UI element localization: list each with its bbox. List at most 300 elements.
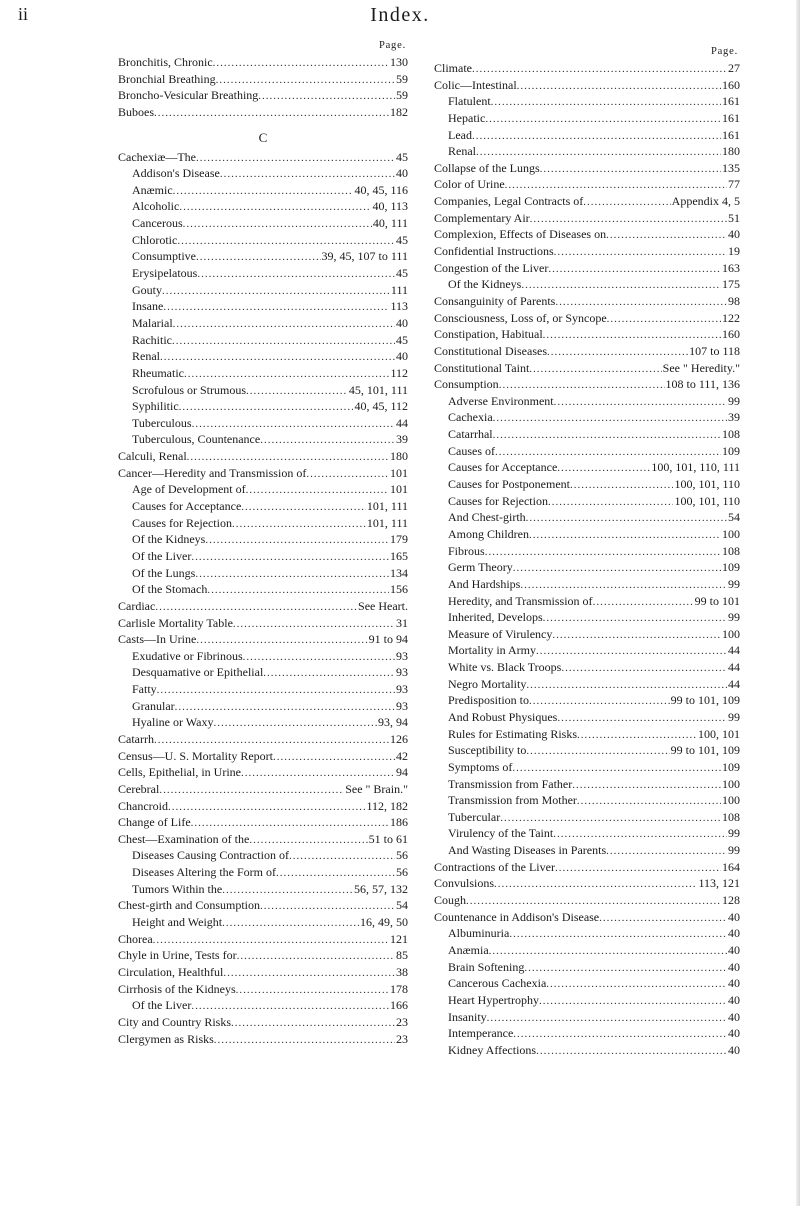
dot-leader — [485, 544, 721, 560]
dot-leader — [487, 1010, 727, 1026]
entry-term: City and Country Risks — [118, 1014, 232, 1029]
dot-leader — [606, 227, 727, 243]
entry-term: Tuberculous — [132, 415, 192, 430]
index-subentry — [434, 576, 740, 593]
dot-leader — [179, 199, 371, 215]
entry-term: Constitutional Diseases — [434, 343, 547, 358]
entry-pages: 107 to 118 — [689, 343, 740, 358]
index-subentry — [118, 365, 408, 382]
dot-leader — [476, 144, 721, 160]
entry-term: Tubercular — [448, 809, 501, 824]
index-subentry — [434, 692, 740, 709]
entry-term: Intemperance — [448, 1026, 514, 1041]
entry-pages: 38 — [396, 964, 408, 979]
index-entry — [118, 71, 408, 88]
index-subentry — [434, 1025, 740, 1042]
index-entry — [118, 731, 408, 748]
dot-leader — [237, 948, 395, 964]
index-entry — [118, 465, 408, 482]
dot-leader — [536, 1043, 727, 1059]
entry-term: Fatty — [132, 682, 157, 697]
dot-leader — [162, 283, 390, 299]
dot-leader — [505, 177, 727, 193]
entry-term: Carlisle Mortality Table — [118, 615, 233, 630]
entry-term: Chlorotic — [132, 232, 178, 247]
entry-term: Cachexia — [448, 410, 493, 425]
entry-pages: 161 — [722, 110, 740, 125]
dot-leader — [187, 449, 389, 465]
dot-leader — [179, 399, 354, 415]
dot-leader — [513, 560, 721, 576]
entry-term: Cachexiæ—The — [118, 149, 196, 164]
dot-leader — [547, 344, 688, 360]
entry-pages: 164 — [722, 859, 740, 874]
index-subentry — [434, 526, 740, 543]
dot-leader — [173, 316, 395, 332]
entry-pages: 39 — [396, 432, 408, 447]
dot-leader — [177, 233, 395, 249]
entry-term: And Chest-girth — [448, 510, 526, 525]
index-entry — [118, 87, 408, 104]
entry-term: Height and Weight — [132, 915, 223, 930]
entry-pages: 165 — [390, 548, 408, 563]
index-entry — [434, 160, 740, 177]
dot-leader — [554, 394, 727, 410]
entry-term: Chorea — [118, 931, 153, 946]
entry-term: Anæmia — [448, 942, 489, 957]
entry-pages: 160 — [722, 77, 740, 92]
page-title: Index. — [370, 4, 430, 26]
entry-pages: 93 — [396, 665, 408, 680]
entry-term: Consumption — [434, 377, 499, 392]
entry-term: Bronchitis, Chronic — [118, 55, 213, 69]
entry-pages: 40 — [396, 349, 408, 364]
entry-pages: 54 — [728, 510, 740, 525]
dot-leader — [195, 566, 389, 582]
entry-term: Causes for Rejection — [448, 493, 548, 508]
dot-leader — [216, 72, 395, 88]
index-entry — [434, 193, 740, 210]
entry-pages: 101, 111 — [366, 499, 408, 514]
index-entry — [434, 293, 740, 310]
index-entry — [434, 210, 740, 227]
index-entry — [118, 764, 408, 781]
index-entry — [118, 598, 408, 615]
dot-leader — [555, 294, 727, 310]
dot-leader — [258, 88, 395, 104]
entry-term: Hepatic — [448, 110, 486, 125]
index-subentry — [118, 481, 408, 498]
index-entry — [118, 947, 408, 964]
dot-leader — [197, 266, 395, 282]
index-subentry — [434, 609, 740, 626]
entry-term: White vs. Black Troops — [448, 660, 562, 675]
entry-term: Fibrous — [448, 543, 485, 558]
entry-term: Tumors Within the — [132, 881, 223, 896]
dot-leader — [495, 444, 721, 460]
entry-pages: 99 — [728, 576, 740, 591]
index-subentry — [434, 975, 740, 992]
entry-pages: 122 — [722, 310, 740, 325]
dot-leader — [570, 477, 673, 493]
entry-term: Cirrhosis of the Kidneys — [118, 981, 236, 996]
page-column-heading: Page. — [710, 46, 738, 57]
index-entry — [434, 360, 740, 377]
entry-term: Buboes — [118, 104, 154, 119]
entry-pages: 39 — [728, 410, 740, 425]
index-subentry — [434, 593, 740, 610]
entry-pages: 94 — [396, 765, 408, 780]
dot-leader — [214, 1032, 395, 1048]
index-subentry — [118, 348, 408, 365]
entry-pages: 23 — [396, 1014, 408, 1029]
entry-term: Transmission from Mother — [448, 793, 577, 808]
dot-leader — [159, 782, 344, 798]
index-subentry — [434, 543, 740, 560]
dot-leader — [153, 932, 389, 948]
entry-pages: 180 — [722, 144, 740, 159]
entry-term: Casts—In Urine — [118, 632, 197, 647]
entry-pages: 45, 101, 111 — [348, 382, 408, 397]
entry-pages: 45 — [396, 232, 408, 247]
entry-pages: 56 — [396, 848, 408, 863]
dot-leader — [494, 876, 697, 892]
entry-term: Rheumatic — [132, 365, 184, 380]
entry-term: Cancerous Cachexia — [448, 976, 547, 991]
entry-term: Of the Stomach — [132, 582, 208, 597]
index-subentry — [118, 864, 408, 881]
dot-leader — [260, 432, 395, 448]
dot-leader — [577, 793, 721, 809]
entry-pages: 156 — [390, 582, 408, 597]
index-entry — [118, 897, 408, 914]
entry-pages: 23 — [396, 1031, 408, 1046]
entry-term: Causes for Acceptance — [132, 499, 242, 514]
index-subentry — [434, 659, 740, 676]
dot-leader — [548, 494, 673, 510]
entry-term: Rules for Estimating Risks — [448, 726, 577, 741]
index-subentry — [118, 881, 408, 898]
entry-term: Census—U. S. Mortality Report — [118, 748, 273, 763]
index-subentry — [434, 443, 740, 460]
entry-pages: 99 to 101, 109 — [670, 743, 740, 758]
entry-term: Erysipelatous — [132, 266, 198, 281]
index-entry — [434, 176, 740, 193]
entry-pages: 40 — [728, 976, 740, 991]
entry-term: Adverse Environment — [448, 393, 554, 408]
index-entry — [434, 310, 740, 327]
entry-pages: See " Brain." — [345, 781, 408, 796]
dot-leader — [557, 710, 727, 726]
entry-pages: 161 — [722, 94, 740, 109]
index-entry — [118, 448, 408, 465]
entry-pages: 126 — [390, 731, 408, 746]
dot-leader — [241, 765, 395, 781]
dot-leader — [231, 1015, 395, 1031]
entry-pages: 59 — [396, 71, 408, 86]
entry-pages: Appendix 4, 5 — [671, 194, 740, 209]
dot-leader — [157, 682, 395, 698]
entry-pages: 99 — [728, 610, 740, 625]
entry-term: Cerebral — [118, 781, 160, 796]
index-entry — [434, 243, 740, 260]
entry-term: Rachitic — [132, 332, 172, 347]
index-subentry — [118, 282, 408, 299]
entry-pages: 44 — [396, 415, 408, 430]
entry-pages: 91 to 94 — [368, 632, 408, 647]
entry-term: Of the Lungs — [132, 565, 196, 580]
index-entry — [434, 859, 740, 876]
entry-pages: 31 — [396, 615, 408, 630]
entry-pages: 108 — [722, 809, 740, 824]
dot-leader — [517, 78, 721, 94]
entry-pages: 109 — [722, 759, 740, 774]
entry-term: Insane — [132, 299, 164, 314]
dot-leader — [233, 616, 395, 632]
entry-term: Inherited, Develops — [448, 610, 543, 625]
index-entry — [118, 1031, 408, 1048]
entry-pages: 40 — [728, 942, 740, 957]
entry-term: Virulency of the Taint — [448, 826, 554, 841]
entry-pages: 111 — [390, 282, 408, 297]
entry-pages: 99 to 101, 109 — [670, 693, 740, 708]
entry-pages: 163 — [722, 260, 740, 275]
entry-term: Kidney Affections — [448, 1042, 537, 1057]
dot-leader — [260, 898, 395, 914]
dot-leader — [306, 466, 389, 482]
dot-leader — [561, 660, 727, 676]
entry-pages: 40 — [728, 992, 740, 1007]
entry-pages: 134 — [390, 565, 408, 580]
index-subentry — [434, 409, 740, 426]
section-letter: C — [258, 129, 268, 145]
dot-leader — [191, 549, 389, 565]
entry-term: Climate — [434, 61, 472, 75]
entry-pages: 85 — [396, 948, 408, 963]
index-subentry — [118, 681, 408, 698]
dot-leader — [554, 244, 727, 260]
entry-term: Constipation, Habitual — [434, 327, 543, 342]
entry-term: Measure of Virulency — [448, 626, 553, 641]
entry-term: Consanguinity of Parents — [434, 293, 556, 308]
dot-leader — [246, 383, 348, 399]
index-subentry — [434, 742, 740, 759]
index-subentry — [118, 914, 408, 931]
entry-pages: 186 — [390, 815, 408, 830]
entry-term: Insanity — [448, 1009, 487, 1024]
entry-pages: 113, 121 — [698, 876, 740, 891]
entry-pages: 100, 101 — [698, 726, 740, 741]
dot-leader — [543, 327, 721, 343]
entry-term: Color of Urine — [434, 177, 505, 192]
dot-leader — [175, 699, 395, 715]
entry-pages: 45 — [396, 332, 408, 347]
entry-term: Flatulent — [448, 94, 491, 109]
entry-pages: See " Heredity." — [662, 360, 740, 375]
entry-term: Circulation, Healthful — [118, 964, 224, 979]
dot-leader — [222, 915, 359, 931]
entry-list — [118, 149, 408, 1048]
entry-term: Congestion of the Liver — [434, 260, 549, 275]
entry-term: Bronchial Breathing — [118, 71, 216, 86]
entry-pages: 40 — [728, 1026, 740, 1041]
index-entry — [434, 343, 740, 360]
index-subentry — [434, 459, 740, 476]
entry-pages: See Heart. — [358, 598, 408, 613]
dot-leader — [607, 311, 721, 327]
entry-pages: 45 — [396, 149, 408, 164]
entry-term: Germ Theory — [448, 560, 513, 575]
entry-term: Brain Softening — [448, 959, 525, 974]
entry-pages: 100, 101, 110 — [674, 493, 740, 508]
index-entry — [434, 892, 740, 909]
dot-leader — [529, 693, 670, 709]
entry-term: Chest—Examination of the — [118, 831, 250, 846]
dot-leader — [154, 732, 389, 748]
entry-pages: 54 — [396, 898, 408, 913]
index-subentry — [118, 248, 408, 265]
dot-leader — [223, 965, 395, 981]
dot-leader — [213, 55, 389, 71]
entry-pages: 27 — [728, 61, 740, 75]
index-entry — [118, 54, 408, 71]
entry-pages: 101 — [390, 465, 408, 480]
entry-term: Calculi, Renal — [118, 449, 187, 464]
index-subentry — [434, 426, 740, 443]
dot-leader — [489, 943, 727, 959]
entry-pages: 40 — [728, 1009, 740, 1024]
entry-pages: 166 — [390, 998, 408, 1013]
entry-pages: 112, 182 — [366, 798, 408, 813]
entry-pages: 40 — [728, 1042, 740, 1057]
dot-leader — [154, 105, 389, 121]
dot-leader — [213, 715, 377, 731]
entry-term: Diseases Altering the Form of — [132, 865, 276, 880]
entry-pages: 109 — [722, 560, 740, 575]
index-entry — [434, 60, 740, 77]
index-subentry — [118, 398, 408, 415]
entry-term: Desquamative or Epithelial — [132, 665, 264, 680]
entry-list — [434, 60, 740, 1058]
entry-pages: 179 — [390, 532, 408, 547]
entry-pages: 99 to 101 — [694, 593, 740, 608]
dot-leader — [241, 499, 366, 515]
entry-pages: 108 — [722, 543, 740, 558]
index-subentry — [118, 698, 408, 715]
dot-leader — [552, 627, 721, 643]
page-number: ii — [18, 4, 29, 24]
entry-pages: 112 — [390, 365, 408, 380]
entry-term: And Robust Physiques — [448, 709, 558, 724]
dot-leader — [539, 993, 727, 1009]
dot-leader — [520, 577, 727, 593]
dot-leader — [236, 982, 389, 998]
dot-leader — [524, 960, 727, 976]
entry-term: Convulsions — [434, 876, 495, 891]
dot-leader — [509, 926, 727, 942]
dot-leader — [606, 843, 727, 859]
index-entry — [118, 814, 408, 831]
index-subentry — [118, 531, 408, 548]
entry-pages: 121 — [390, 931, 408, 946]
entry-term: Companies, Legal Contracts of — [434, 194, 584, 209]
entry-pages: 93 — [396, 648, 408, 663]
index-subentry — [118, 332, 408, 349]
entry-pages: 19 — [728, 244, 740, 259]
index-entry — [434, 260, 740, 277]
entry-pages: 93 — [396, 698, 408, 713]
dot-leader — [168, 799, 365, 815]
entry-pages: 40 — [728, 926, 740, 941]
entry-term: Clergymen as Risks — [118, 1031, 214, 1046]
dot-leader — [220, 166, 395, 182]
index-subentry — [118, 415, 408, 432]
index-subentry — [434, 776, 740, 793]
entry-term: Cells, Epithelial, in Urine — [118, 765, 241, 780]
dot-leader — [183, 216, 372, 232]
index-subentry — [434, 1009, 740, 1026]
dot-leader — [526, 677, 727, 693]
dot-leader — [599, 910, 727, 926]
entry-pages: 45 — [396, 266, 408, 281]
dot-leader — [246, 482, 389, 498]
index-entry — [118, 964, 408, 981]
entry-pages: 40 — [396, 166, 408, 181]
index-subentry — [434, 393, 740, 410]
dot-leader — [499, 377, 665, 393]
dot-leader — [555, 860, 721, 876]
entry-term: Gouty — [132, 282, 162, 297]
entry-term: Causes for Postponement — [448, 477, 570, 492]
index-subentry — [118, 847, 408, 864]
index-subentry — [434, 1042, 740, 1059]
entry-term: Exudative or Fibrinous — [132, 648, 243, 663]
dot-leader — [548, 261, 721, 277]
dot-leader — [485, 111, 721, 127]
entry-term: Negro Mortality — [448, 676, 527, 691]
index-subentry — [118, 382, 408, 399]
entry-pages: 44 — [728, 660, 740, 675]
entry-term: Contractions of the Liver — [434, 859, 555, 874]
entry-term: Complexion, Effects of Diseases on — [434, 227, 607, 242]
entry-term: Causes for Acceptance — [448, 460, 558, 475]
entry-pages: 99 — [728, 709, 740, 724]
entry-term: Cancerous — [132, 216, 183, 231]
entry-term: Chyle in Urine, Tests for — [118, 948, 237, 963]
entry-pages: 161 — [722, 127, 740, 142]
index-column-left — [118, 38, 408, 1047]
entry-pages: 56, 57, 132 — [354, 881, 408, 896]
index-subentry — [434, 825, 740, 842]
entry-pages: 108 to 111, 136 — [665, 377, 740, 392]
index-subentry — [434, 726, 740, 743]
entry-pages: 160 — [722, 327, 740, 342]
entry-term: Of the Kidneys — [132, 532, 206, 547]
index-subentry — [434, 759, 740, 776]
dot-leader — [196, 632, 367, 648]
entry-pages: 40 — [728, 909, 740, 924]
dot-leader — [572, 777, 721, 793]
entry-term: Symptoms of — [448, 759, 513, 774]
index-subentry — [434, 992, 740, 1009]
entry-term: Lead — [448, 127, 472, 142]
entry-pages: 180 — [390, 449, 408, 464]
entry-term: Granular — [132, 698, 175, 713]
dot-leader — [205, 532, 389, 548]
index-subentry — [118, 182, 408, 199]
entry-term: Malarial — [132, 315, 173, 330]
dot-leader — [593, 594, 694, 610]
